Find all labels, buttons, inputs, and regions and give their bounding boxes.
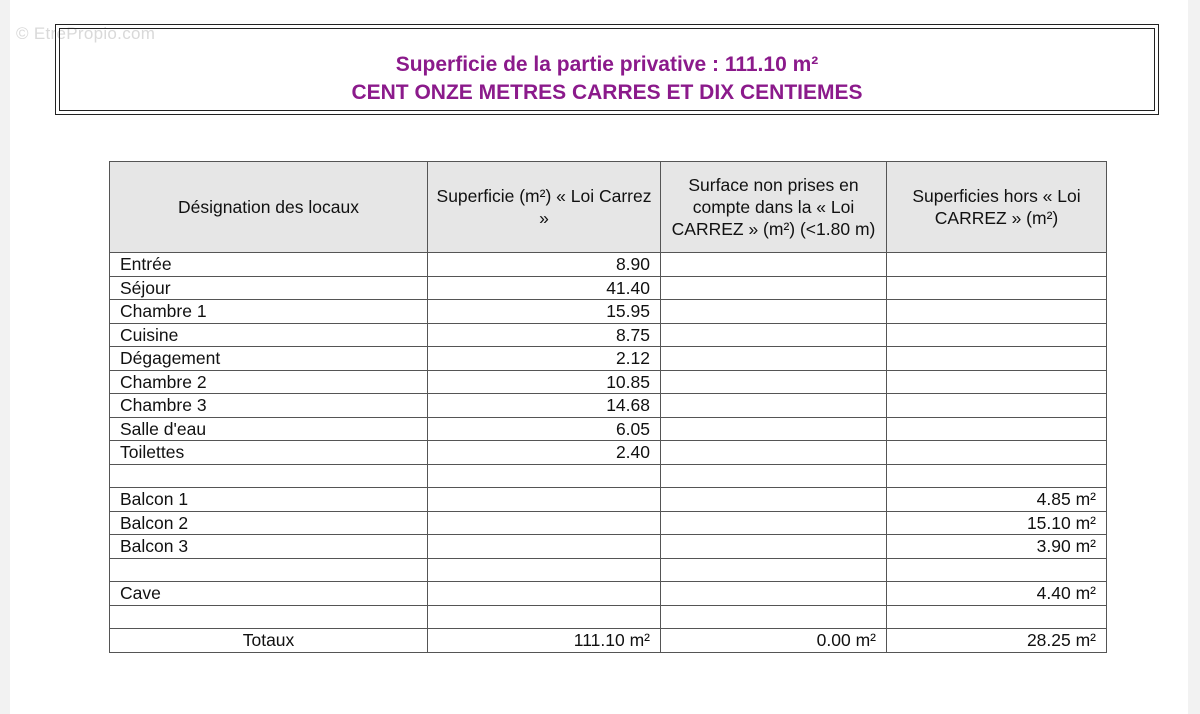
- surface-non-prise-cell: [661, 488, 887, 512]
- table-row: [110, 394, 1107, 418]
- surface-non-prise-cell: [661, 605, 887, 629]
- hors-carrez-cell: [887, 370, 1107, 394]
- watermark: © EtrePropio.com: [16, 24, 156, 43]
- hors-carrez-cell: [887, 558, 1107, 582]
- hors-carrez-cell: [887, 605, 1107, 629]
- superficie-carrez-cell: 8.90: [428, 253, 661, 277]
- designation-cell: Balcon 1: [110, 488, 428, 512]
- superficie-carrez-cell: 8.75: [428, 323, 661, 347]
- hors-carrez-cell: [887, 347, 1107, 371]
- superficie-carrez-cell: [428, 558, 661, 582]
- header-designation: Désignation des locaux: [110, 162, 428, 253]
- surface-non-prise-cell: [661, 558, 887, 582]
- hors-carrez-cell: 15.10 m²: [887, 511, 1107, 535]
- designation-cell: Chambre 1: [110, 300, 428, 324]
- table-row: [110, 253, 1107, 277]
- designation-cell: Séjour: [110, 276, 428, 300]
- designation-cell: [110, 605, 428, 629]
- header-surface-non-prise: Surface non prises en compte dans la « Loi CARREZ » (m²) (<1.80 m): [661, 162, 887, 253]
- surface-table: [109, 161, 1107, 653]
- table-row: [110, 417, 1107, 441]
- hors-carrez-cell: 3.90 m²: [887, 535, 1107, 559]
- surface-non-prise-cell: [661, 323, 887, 347]
- table-row: [110, 347, 1107, 371]
- superficie-carrez-cell: 111.10 m²: [428, 629, 661, 653]
- superficie-carrez-cell: 2.12: [428, 347, 661, 371]
- surface-non-prise-cell: [661, 511, 887, 535]
- hors-carrez-cell: [887, 300, 1107, 324]
- designation-cell: Cuisine: [110, 323, 428, 347]
- surface-non-prise-cell: [661, 417, 887, 441]
- table-row: [110, 464, 1107, 488]
- header-superficies-hors-carrez: Superficies hors « Loi CARREZ » (m²): [887, 162, 1107, 253]
- superficie-carrez-cell: [428, 464, 661, 488]
- designation-cell: Chambre 3: [110, 394, 428, 418]
- surface-non-prise-cell: [661, 394, 887, 418]
- designation-cell: Toilettes: [110, 441, 428, 465]
- table-row: [110, 488, 1107, 512]
- table-row: [110, 605, 1107, 629]
- title-surface: Superficie de la partie privative : 111.10 m²: [395, 53, 819, 76]
- superficie-carrez-cell: 41.40: [428, 276, 661, 300]
- title-box: [55, 24, 1159, 115]
- surface-non-prise-cell: [661, 253, 887, 277]
- surface-non-prise-cell: [661, 300, 887, 324]
- hors-carrez-cell: [887, 323, 1107, 347]
- surface-non-prise-cell: [661, 535, 887, 559]
- superficie-carrez-cell: 15.95: [428, 300, 661, 324]
- table-row: [110, 276, 1107, 300]
- designation-cell: Chambre 2: [110, 370, 428, 394]
- superficie-carrez-cell: 10.85: [428, 370, 661, 394]
- title-surface-in-words: CENT ONZE METRES CARRES ET DIX CENTIEMES: [351, 81, 863, 104]
- superficie-carrez-cell: [428, 605, 661, 629]
- designation-cell: Entrée: [110, 253, 428, 277]
- table-row: [110, 441, 1107, 465]
- hors-carrez-cell: 4.85 m²: [887, 488, 1107, 512]
- hors-carrez-cell: [887, 441, 1107, 465]
- surface-non-prise-cell: [661, 582, 887, 606]
- designation-cell: [110, 558, 428, 582]
- designation-cell: Balcon 3: [110, 535, 428, 559]
- designation-cell: Dégagement: [110, 347, 428, 371]
- hors-carrez-cell: [887, 464, 1107, 488]
- designation-cell: Salle d'eau: [110, 417, 428, 441]
- superficie-carrez-cell: [428, 535, 661, 559]
- surface-non-prise-cell: [661, 464, 887, 488]
- hors-carrez-cell: [887, 394, 1107, 418]
- designation-cell: Balcon 2: [110, 511, 428, 535]
- header-superficie-carrez: Superficie (m²) « Loi Carrez »: [428, 162, 661, 253]
- hors-carrez-cell: [887, 276, 1107, 300]
- table-row: [110, 558, 1107, 582]
- hors-carrez-cell: [887, 417, 1107, 441]
- designation-cell: [110, 464, 428, 488]
- hors-carrez-cell: [887, 253, 1107, 277]
- hors-carrez-cell: 28.25 m²: [887, 629, 1107, 653]
- designation-cell: Totaux: [110, 629, 428, 653]
- surface-non-prise-cell: [661, 347, 887, 371]
- table-row: [110, 535, 1107, 559]
- hors-carrez-cell: 4.40 m²: [887, 582, 1107, 606]
- superficie-carrez-cell: 2.40: [428, 441, 661, 465]
- superficie-carrez-cell: 6.05: [428, 417, 661, 441]
- table-row: [110, 582, 1107, 606]
- totals-row: [110, 629, 1107, 653]
- surface-non-prise-cell: 0.00 m²: [661, 629, 887, 653]
- table-row: [110, 323, 1107, 347]
- superficie-carrez-cell: [428, 582, 661, 606]
- table-row: [110, 300, 1107, 324]
- superficie-carrez-cell: [428, 511, 661, 535]
- surface-non-prise-cell: [661, 441, 887, 465]
- table-row: [110, 370, 1107, 394]
- superficie-carrez-cell: 14.68: [428, 394, 661, 418]
- table-header-row: [110, 162, 1107, 253]
- surface-non-prise-cell: [661, 370, 887, 394]
- designation-cell: Cave: [110, 582, 428, 606]
- table-row: [110, 511, 1107, 535]
- superficie-carrez-cell: [428, 488, 661, 512]
- title-box-inner-border: [59, 28, 1155, 111]
- surface-non-prise-cell: [661, 276, 887, 300]
